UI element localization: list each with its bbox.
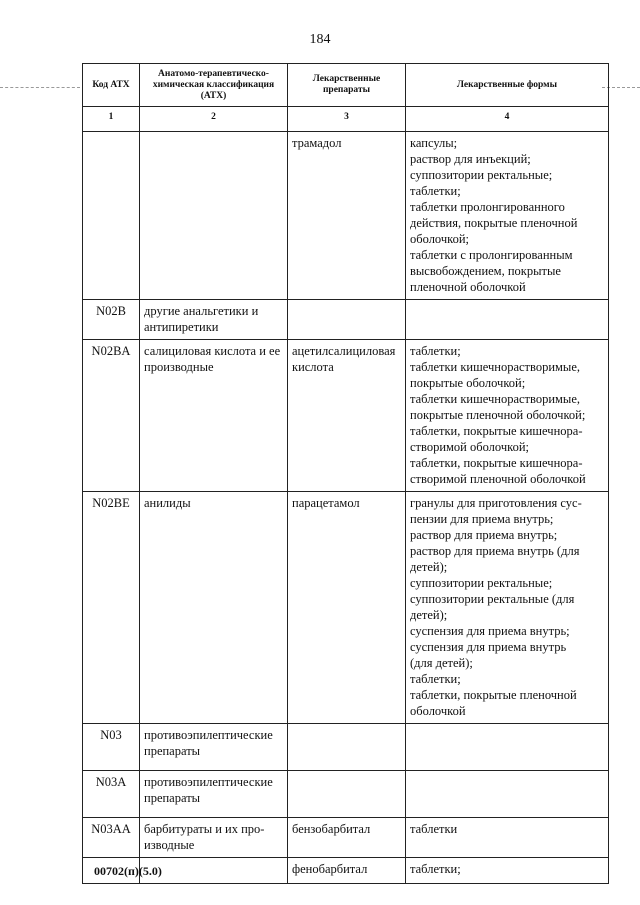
table-row <box>83 771 609 818</box>
dosage-form-line: таблетки; <box>410 862 461 876</box>
dosage-form-line: таблетки, покрытые кишечнора- <box>410 456 583 470</box>
dosage-forms-cell <box>406 492 609 724</box>
column-number: 3 <box>288 107 406 132</box>
dosage-form-line: таблетки кишечнорастворимые, <box>410 360 580 374</box>
dosage-forms-cell <box>406 771 609 818</box>
table-row <box>83 132 609 300</box>
table-row <box>83 724 609 771</box>
dosage-form-line: покрытые оболочкой; <box>410 376 526 390</box>
drug-cell <box>288 724 406 771</box>
dosage-form-line: гранулы для приготовления сус- <box>410 496 582 510</box>
atc-code-cell: N02BA <box>83 340 140 492</box>
dosage-form-line: раствор для приема внутрь (для <box>410 544 580 558</box>
drug-cell: ацетилсалициловая кислота <box>288 340 406 492</box>
atc-code-cell: N03 <box>83 724 140 771</box>
dosage-form-line: капсулы; <box>410 136 458 150</box>
dosage-form-line: пленочной оболочкой <box>410 280 526 294</box>
classification-cell: противоэпилептические препараты <box>140 771 288 818</box>
table-row <box>83 818 609 858</box>
dosage-forms-cell <box>406 132 609 300</box>
dosage-form-line: покрытые пленочной оболочкой; <box>410 408 586 422</box>
classification-cell <box>140 132 288 300</box>
header-forms: Лекарственные формы <box>406 64 609 107</box>
document-footer-code: 00702(п)(5.0) <box>94 864 162 878</box>
dosage-form-line: суспензия для приема внутрь <box>410 640 567 654</box>
dosage-form-line: детей); <box>410 608 448 622</box>
dosage-form-line: оболочкой <box>410 704 466 718</box>
classification-cell: салициловая кислота и ее производные <box>140 340 288 492</box>
dosage-form-line: пензии для приема внутрь; <box>410 512 554 526</box>
dosage-form-line: (для детей); <box>410 656 473 670</box>
atc-code-cell: N03A <box>83 771 140 818</box>
dosage-form-line: таблетки, покрытые пленочной <box>410 688 577 702</box>
dosage-form-line: раствор для приема внутрь; <box>410 528 558 542</box>
dosage-form-line: таблетки <box>410 822 458 836</box>
dosage-form-line: таблетки; <box>410 184 461 198</box>
header-drugs: Лекарственные препараты <box>288 64 406 107</box>
classification-cell: анилиды <box>140 492 288 724</box>
classification-cell: барбитураты и их про-изводные <box>140 818 288 858</box>
table-row <box>83 492 609 724</box>
dosage-form-line: таблетки; <box>410 672 461 686</box>
drug-cell: фенобарбитал <box>288 858 406 884</box>
atc-code-cell: N02B <box>83 300 140 340</box>
drug-cell: бензобарбитал <box>288 818 406 858</box>
drug-cell <box>288 771 406 818</box>
drug-cell <box>288 300 406 340</box>
dosage-forms-cell <box>406 340 609 492</box>
classification-cell: противоэпилептические препараты <box>140 724 288 771</box>
dosage-form-line: действия, покрытые пленочной <box>410 216 578 230</box>
dosage-form-line: таблетки, покрытые кишечнора- <box>410 424 583 438</box>
table-header-row <box>83 64 609 107</box>
dosage-forms-cell <box>406 818 609 858</box>
dosage-form-line: таблетки; <box>410 344 461 358</box>
header-code: Код АТХ <box>83 64 140 107</box>
dosage-form-line: створимой оболочкой; <box>410 440 529 454</box>
dosage-form-line: таблетки кишечнорастворимые, <box>410 392 580 406</box>
dosage-form-line: раствор для инъекций; <box>410 152 531 166</box>
column-number: 2 <box>140 107 288 132</box>
dosage-forms-cell <box>406 858 609 884</box>
table-body <box>83 132 609 884</box>
column-number-row <box>83 107 609 132</box>
dosage-form-line: детей); <box>410 560 448 574</box>
page-number: 184 <box>309 32 331 47</box>
dosage-form-line: таблетки с пролонгированным <box>410 248 573 262</box>
drug-classification-table <box>82 63 609 884</box>
drug-cell: парацетамол <box>288 492 406 724</box>
column-number: 4 <box>406 107 609 132</box>
atc-code-cell: N03AA <box>83 818 140 858</box>
drug-cell: трамадол <box>288 132 406 300</box>
scan-artifact-line-left <box>0 87 80 88</box>
table-row <box>83 340 609 492</box>
table-row <box>83 300 609 340</box>
dosage-forms-cell <box>406 300 609 340</box>
header-classification: Анатомо-терапевтическо-химическая классификация (АТХ) <box>140 64 288 107</box>
dosage-form-line: таблетки пролонгированного <box>410 200 565 214</box>
dosage-form-line: суппозитории ректальные (для <box>410 592 575 606</box>
column-number: 1 <box>83 107 140 132</box>
dosage-form-line: створимой пленочной оболочкой <box>410 472 586 486</box>
atc-code-cell: N02BE <box>83 492 140 724</box>
classification-cell: другие анальгетики и антипиретики <box>140 300 288 340</box>
dosage-forms-cell <box>406 724 609 771</box>
dosage-form-line: высвобождением, покрытые <box>410 264 561 278</box>
dosage-form-line: суппозитории ректальные; <box>410 576 553 590</box>
atc-code-cell <box>83 132 140 300</box>
dosage-form-line: суппозитории ректальные; <box>410 168 553 182</box>
dosage-form-line: оболочкой; <box>410 232 469 246</box>
dosage-form-line: суспензия для приема внутрь; <box>410 624 570 638</box>
